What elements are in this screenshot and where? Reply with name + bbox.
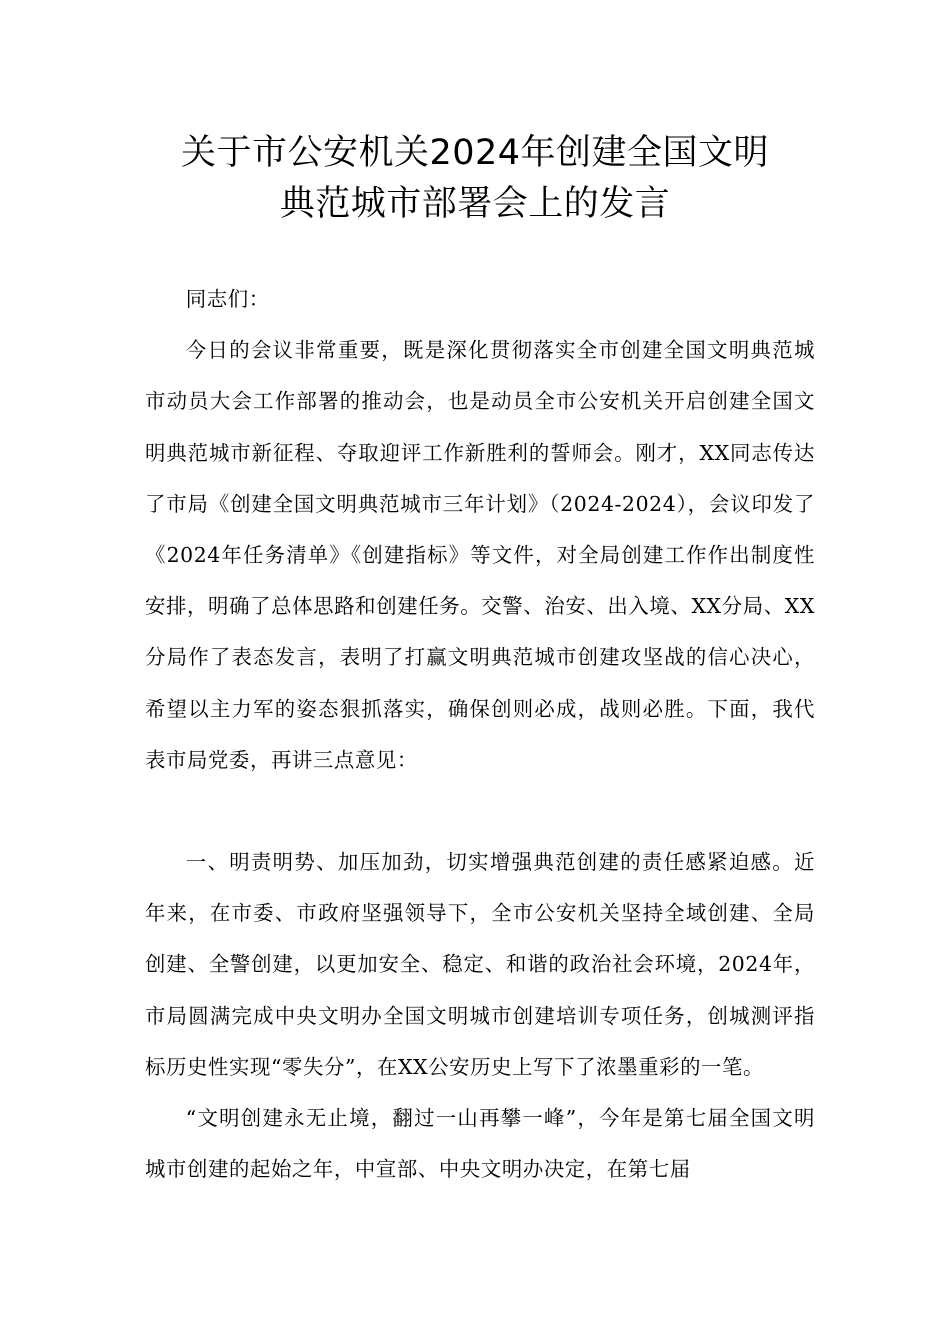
salutation: 同志们：	[185, 287, 270, 311]
body-paragraph: “文明创建永无止境，翻过一山再攀一峰”，今年是第七届全国文明城市创建的起始之年，中宣部、中央文明办决定，在第七届	[145, 1106, 815, 1182]
document-title-line-1: 关于市公安机关2024年创建全国文明	[180, 133, 770, 173]
body-paragraph: 今日的会议非常重要，既是深化贯彻落实全市创建全国文明典范城市动员大会工作部署的推动会，也是动员全市公安机关开启创建全国文明典范城市新征程、夺取迎评工作新胜利的誓师会。刚才，XX同志传达了市局《创建全国文明典范城市三年计划》（2024-2024），会议印发了《2024年任务清单》《创建指标》等文件，对全局创建工作作出制度性安排，明确了总体思路和创建任务。交警、治安、出入境、XX分局、XX分局作了表态发言，表明了打赢文明典范城市创建攻坚战的信心决心，希望以主力军的姿态狠抓落实，确保创则必成，战则必胜。下面，我代表市局党委，再讲三点意见：	[145, 338, 815, 772]
document-body	[145, 274, 815, 1195]
document-title-line-2: 典范城市部署会上的发言	[279, 184, 671, 224]
section-one-paragraph: 一、明责明势、加压加劲，切实增强典范创建的责任感紧迫感。近年来，在市委、市政府坚强领导下，全市公安机关坚持全域创建、全局创建、全警创建，以更加安全、稳定、和谐的政治社会环境，2024年，市局圆满完成中央文明办全国文明城市创建培训专项任务，创城测评指标历史性实现“零失分”，在XX公安历史上写下了浓墨重彩的一笔。	[145, 850, 815, 1079]
